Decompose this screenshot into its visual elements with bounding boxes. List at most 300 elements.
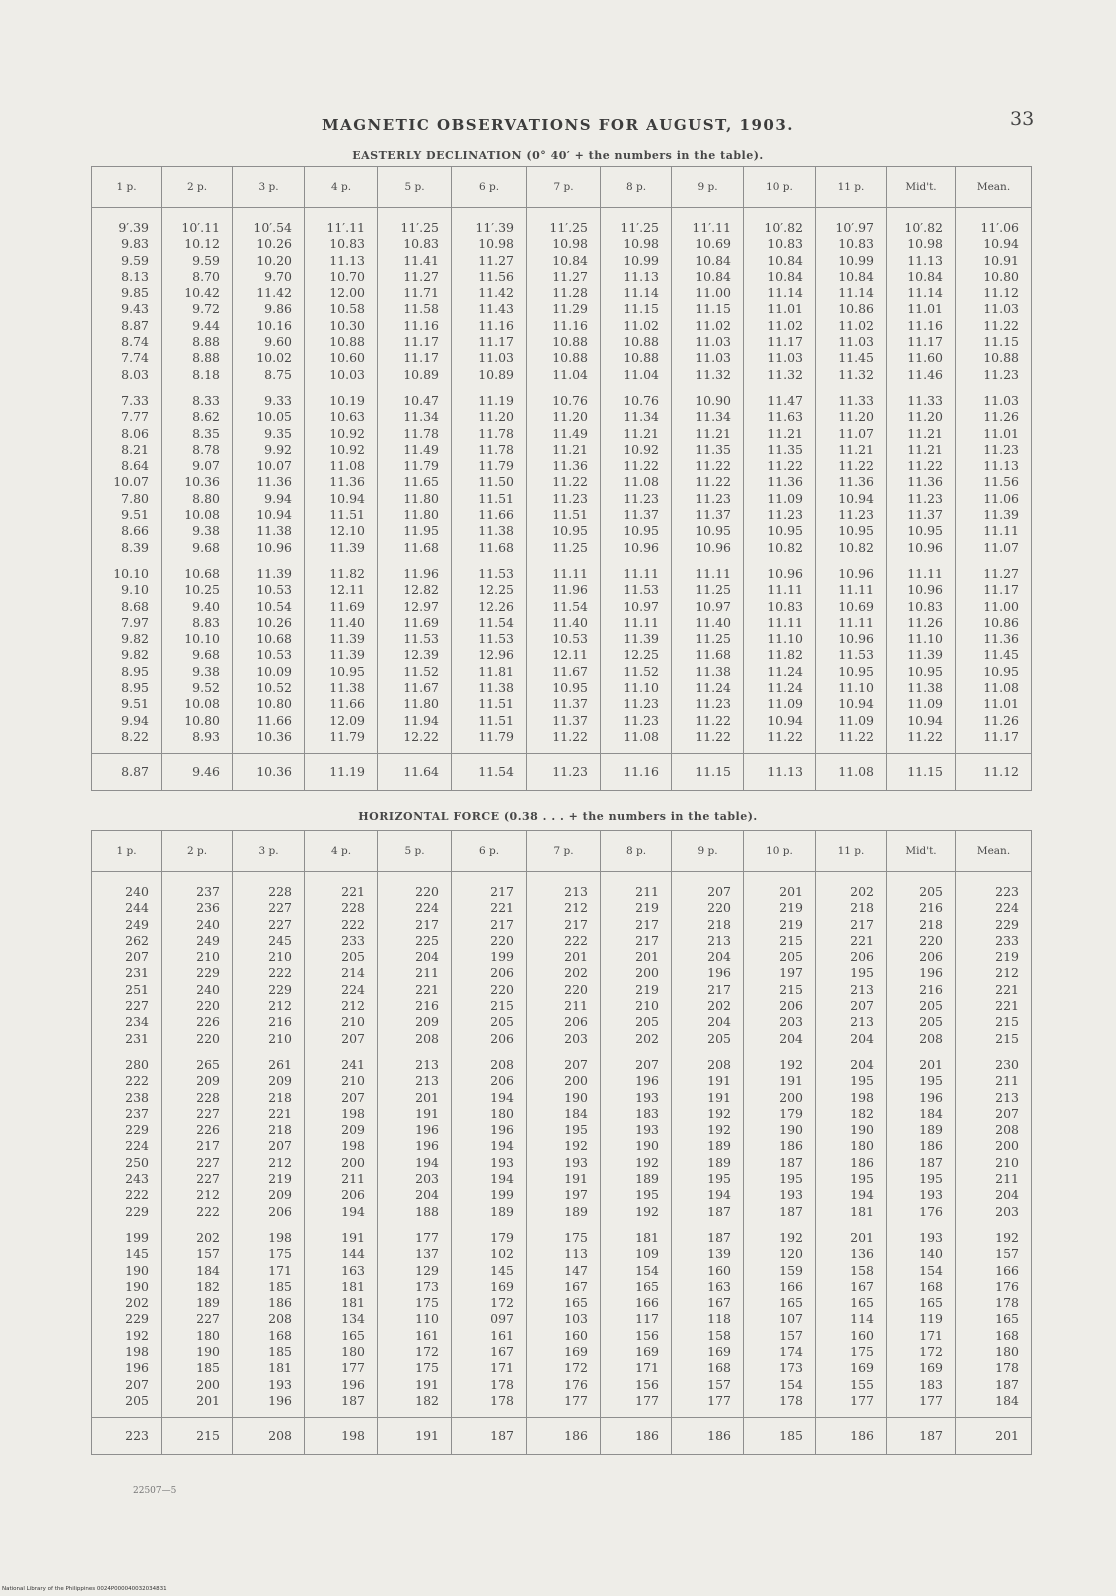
table-cell: 11.71 (403, 285, 439, 301)
table-cell: 196 (635, 1073, 659, 1089)
table-cell: 10.26 (256, 614, 292, 630)
table-cell: 8.80 (192, 490, 220, 506)
table-cell: 167 (850, 1278, 874, 1294)
table-cell: 217 (490, 916, 514, 932)
table-cell: 10′.82 (904, 220, 943, 235)
page-number: 33 (1010, 108, 1035, 130)
table-cell: 172 (564, 1360, 588, 1376)
table-cell: 166 (635, 1295, 659, 1311)
value-column (744, 872, 816, 1418)
column-header: 2 p. (162, 167, 233, 208)
table-cell: 10.07 (113, 474, 149, 490)
table-cell: 200 (564, 1073, 588, 1089)
table-cell: 11.38 (478, 680, 514, 696)
table-cell: 11.22 (767, 458, 803, 474)
table-cell: 12.96 (478, 647, 514, 663)
table-cell: 120 (779, 1246, 803, 1262)
table-cell: 160 (850, 1327, 874, 1343)
table-cell: 194 (415, 1154, 439, 1170)
table-cell: 9.70 (264, 268, 292, 284)
table-cell: 11.37 (695, 507, 731, 523)
column-header: 4 p. (305, 167, 378, 208)
table-cell: 222 (341, 916, 365, 932)
table-cell: 171 (635, 1360, 659, 1376)
table-cell: 210 (341, 1014, 365, 1030)
table-cell: 8.68 (121, 598, 149, 614)
table-cell: 10.82 (838, 539, 874, 555)
table-cell: 173 (415, 1278, 439, 1294)
value-column (672, 872, 744, 1418)
mean-cell: 208 (233, 1418, 305, 1455)
table-cell: 217 (635, 916, 659, 932)
table-cell: 189 (635, 1171, 659, 1187)
table-cell: 11.78 (478, 441, 514, 457)
column-header: Mid't. (887, 167, 956, 208)
table-cell: 11.47 (767, 392, 803, 408)
table-cell: 202 (850, 884, 874, 899)
table-cell: 180 (995, 1344, 1019, 1360)
table-cell: 261 (268, 1056, 292, 1072)
table-cell: 12.82 (403, 582, 439, 598)
table-cell: 9.51 (121, 696, 149, 712)
table-cell: 11.11 (552, 565, 588, 581)
table-cell: 10′.54 (253, 220, 292, 235)
table-cell: 11.15 (623, 301, 659, 317)
mean-cell: 187 (452, 1418, 527, 1455)
table-cell: 208 (995, 1122, 1019, 1138)
table-cell: 163 (707, 1278, 731, 1294)
table-cell: 190 (125, 1262, 149, 1278)
table-cell: 10.83 (767, 236, 803, 252)
table-cell: 184 (919, 1105, 943, 1121)
table-cell: 10.69 (838, 598, 874, 614)
table-cell: 11.19 (478, 392, 514, 408)
value-column (378, 872, 452, 1418)
table-cell: 11.49 (403, 441, 439, 457)
table-cell: 208 (415, 1030, 439, 1046)
table-cell: 187 (779, 1154, 803, 1170)
table-cell: 11.23 (695, 696, 731, 712)
table-cell: 10.08 (184, 507, 220, 523)
table-cell: 12.22 (403, 728, 439, 744)
table-cell: 194 (707, 1187, 731, 1203)
table-cell: 9.68 (192, 539, 220, 555)
table-cell: 11.51 (478, 696, 514, 712)
table-cell: 175 (415, 1360, 439, 1376)
column-header: Mean. (956, 167, 1032, 208)
table-cell: 219 (635, 981, 659, 997)
table-cell: 167 (490, 1344, 514, 1360)
table-cell: 229 (995, 916, 1019, 932)
value-column (887, 208, 956, 754)
value-column (92, 872, 162, 1418)
table-cell: 11.51 (478, 490, 514, 506)
table-cell: 139 (707, 1246, 731, 1262)
table-cell: 11′.25 (620, 220, 659, 235)
column-header: 10 p. (744, 831, 816, 872)
table-cell: 7.77 (121, 409, 149, 425)
table-cell: 11.39 (623, 631, 659, 647)
table-cell: 199 (125, 1229, 149, 1245)
table-cell: 202 (707, 998, 731, 1014)
table-cell: 11.23 (623, 696, 659, 712)
table-cell: 11.08 (623, 728, 659, 744)
table-cell: 154 (779, 1376, 803, 1392)
table-cell: 11.25 (695, 631, 731, 647)
table-cell: 227 (268, 916, 292, 932)
table-cell: 9.82 (121, 647, 149, 663)
table-cell: 11.10 (838, 680, 874, 696)
table-cell: 11′.06 (980, 220, 1019, 235)
table-cell: 215 (995, 1030, 1019, 1046)
table-cell: 10.92 (623, 441, 659, 457)
declination-table (91, 166, 1032, 791)
mean-cell: 11.16 (601, 754, 672, 791)
table-cell: 187 (707, 1229, 731, 1245)
table-cell: 183 (919, 1376, 943, 1392)
table-cell: 11.26 (983, 712, 1019, 728)
table-cell: 11.24 (767, 663, 803, 679)
table-cell: 11.03 (478, 350, 514, 366)
table-cell: 237 (196, 884, 220, 899)
table-cell: 218 (919, 916, 943, 932)
table-cell: 154 (635, 1262, 659, 1278)
table-cell: 190 (564, 1089, 588, 1105)
table-cell: 194 (850, 1187, 874, 1203)
table-cell: 11.67 (403, 680, 439, 696)
table-cell: 206 (341, 1187, 365, 1203)
table-cell: 220 (919, 932, 943, 948)
table-cell: 210 (196, 949, 220, 965)
mean-cell: 11.64 (378, 754, 452, 791)
table-cell: 11.40 (329, 614, 365, 630)
table-cell: 11.37 (907, 507, 943, 523)
table-cell: 195 (564, 1122, 588, 1138)
table-cell: 216 (415, 998, 439, 1014)
table-cell: 11.04 (623, 366, 659, 382)
table-cell: 11.16 (907, 317, 943, 333)
declination-values (92, 208, 1032, 754)
table-cell: 204 (707, 949, 731, 965)
table-cell: 11.02 (695, 317, 731, 333)
table-cell: 12.11 (329, 582, 365, 598)
horizontal-caption: HORIZONTAL FORCE (0.38 . . . + the numbers in the table). (358, 810, 758, 823)
table-cell: 10.53 (552, 631, 588, 647)
table-cell: 11.51 (329, 507, 365, 523)
table-cell: 233 (995, 932, 1019, 948)
table-cell: 265 (196, 1056, 220, 1072)
table-cell: 12.39 (403, 647, 439, 663)
table-cell: 189 (196, 1295, 220, 1311)
table-cell: 11.25 (552, 539, 588, 555)
table-cell: 186 (268, 1295, 292, 1311)
table-cell: 11.80 (403, 696, 439, 712)
table-cell: 10.95 (329, 663, 365, 679)
table-cell: 181 (268, 1360, 292, 1376)
table-cell: 209 (415, 1014, 439, 1030)
table-cell: 204 (707, 1014, 731, 1030)
table-cell: 211 (995, 1073, 1019, 1089)
table-cell: 158 (707, 1327, 731, 1343)
table-cell: 186 (919, 1138, 943, 1154)
table-cell: 250 (125, 1154, 149, 1170)
table-cell: 11.51 (552, 507, 588, 523)
table-cell: 11.37 (552, 696, 588, 712)
table-cell: 11.21 (907, 441, 943, 457)
table-cell: 11.20 (838, 409, 874, 425)
table-cell: 11.45 (838, 350, 874, 366)
table-cell: 11.68 (478, 539, 514, 555)
table-cell: 11.29 (552, 301, 588, 317)
table-cell: 181 (850, 1203, 874, 1219)
table-cell: 224 (995, 900, 1019, 916)
table-cell: 11′.11 (692, 220, 731, 235)
table-cell: 173 (779, 1360, 803, 1376)
table-cell: 175 (850, 1344, 874, 1360)
table-cell: 216 (268, 1014, 292, 1030)
table-cell: 10.94 (838, 490, 874, 506)
table-cell: 229 (125, 1203, 149, 1219)
table-cell: 11.01 (983, 425, 1019, 441)
table-cell: 184 (995, 1392, 1019, 1408)
table-cell: 191 (415, 1376, 439, 1392)
table-cell: 183 (635, 1105, 659, 1121)
table-cell: 220 (415, 884, 439, 899)
table-cell: 237 (125, 1105, 149, 1121)
table-cell: 178 (995, 1360, 1019, 1376)
table-cell: 216 (919, 900, 943, 916)
table-cell: 110 (415, 1311, 439, 1327)
table-cell: 220 (490, 932, 514, 948)
table-cell: 193 (635, 1122, 659, 1138)
horizontal-force-table (91, 830, 1032, 1455)
table-cell: 206 (779, 998, 803, 1014)
table-cell: 219 (779, 900, 803, 916)
table-cell: 208 (268, 1311, 292, 1327)
table-cell: 10′.11 (181, 220, 220, 235)
table-cell: 201 (635, 949, 659, 965)
table-cell: 11.52 (403, 663, 439, 679)
table-cell: 212 (341, 998, 365, 1014)
table-cell: 140 (919, 1246, 943, 1262)
table-cell: 10.95 (907, 663, 943, 679)
table-cell: 223 (995, 884, 1019, 899)
table-cell: 176 (564, 1376, 588, 1392)
table-cell: 207 (564, 1056, 588, 1072)
table-cell: 175 (268, 1246, 292, 1262)
table-cell: 9.59 (121, 252, 149, 268)
table-cell: 191 (707, 1089, 731, 1105)
table-cell: 11.23 (695, 490, 731, 506)
table-cell: 177 (635, 1392, 659, 1408)
table-cell: 11.17 (478, 334, 514, 350)
table-cell: 11′.25 (400, 220, 439, 235)
table-cell: 185 (196, 1360, 220, 1376)
table-cell: 178 (995, 1295, 1019, 1311)
table-cell: 157 (779, 1327, 803, 1343)
table-cell: 155 (850, 1376, 874, 1392)
table-cell: 9.94 (264, 490, 292, 506)
table-cell: 160 (564, 1327, 588, 1343)
table-cell: 145 (490, 1262, 514, 1278)
mean-cell: 201 (956, 1418, 1032, 1455)
table-cell: 10.36 (184, 474, 220, 490)
table-cell: 11.10 (767, 631, 803, 647)
table-cell: 192 (635, 1203, 659, 1219)
table-cell: 193 (919, 1187, 943, 1203)
table-cell: 9.59 (192, 252, 220, 268)
table-cell: 187 (341, 1392, 365, 1408)
table-cell: 10.76 (623, 392, 659, 408)
table-cell: 204 (850, 1030, 874, 1046)
table-cell: 11.56 (478, 268, 514, 284)
table-cell: 11.58 (403, 301, 439, 317)
table-cell: 11.78 (403, 425, 439, 441)
horizontal-mean-row (92, 1418, 1032, 1455)
table-cell: 11.40 (552, 614, 588, 630)
table-cell: 214 (341, 965, 365, 981)
table-cell: 8.88 (192, 350, 220, 366)
table-cell: 221 (268, 1105, 292, 1121)
table-cell: 201 (564, 949, 588, 965)
table-cell: 189 (707, 1138, 731, 1154)
table-cell: 10.96 (838, 631, 874, 647)
table-cell: 194 (490, 1138, 514, 1154)
table-cell: 167 (707, 1295, 731, 1311)
table-cell: 11.16 (478, 317, 514, 333)
table-cell: 10.84 (695, 268, 731, 284)
table-cell: 10.95 (767, 523, 803, 539)
table-cell: 10.84 (838, 268, 874, 284)
table-cell: 11.25 (695, 582, 731, 598)
table-cell: 11.82 (767, 647, 803, 663)
table-cell: 220 (707, 900, 731, 916)
table-cell: 109 (635, 1246, 659, 1262)
table-cell: 11.38 (907, 680, 943, 696)
table-cell: 217 (490, 884, 514, 899)
value-column (452, 208, 527, 754)
table-cell: 11.26 (907, 614, 943, 630)
table-cell: 191 (779, 1073, 803, 1089)
table-cell: 187 (707, 1203, 731, 1219)
table-cell: 11.39 (329, 539, 365, 555)
table-cell: 233 (341, 932, 365, 948)
table-cell: 249 (196, 932, 220, 948)
table-cell: 169 (635, 1344, 659, 1360)
value-column (162, 208, 233, 754)
table-cell: 11.82 (329, 565, 365, 581)
table-cell: 10.96 (838, 565, 874, 581)
table-cell: 10.68 (256, 631, 292, 647)
table-cell: 205 (779, 949, 803, 965)
table-cell: 11.39 (256, 565, 292, 581)
table-cell: 165 (635, 1278, 659, 1294)
table-cell: 9.38 (192, 663, 220, 679)
table-cell: 198 (125, 1344, 149, 1360)
table-cell: 196 (919, 965, 943, 981)
table-cell: 197 (779, 965, 803, 981)
table-cell: 192 (779, 1229, 803, 1245)
table-cell: 10.94 (256, 507, 292, 523)
table-cell: 11.20 (552, 409, 588, 425)
table-cell: 11.15 (983, 334, 1019, 350)
table-cell: 11.03 (983, 392, 1019, 408)
table-cell: 230 (995, 1056, 1019, 1072)
mean-cell: 223 (92, 1418, 162, 1455)
table-cell: 10.53 (256, 647, 292, 663)
table-cell: 169 (490, 1278, 514, 1294)
table-cell: 11.45 (983, 647, 1019, 663)
table-cell: 196 (415, 1122, 439, 1138)
table-cell: 11.11 (838, 582, 874, 598)
table-cell: 10.96 (623, 539, 659, 555)
table-cell: 10.98 (907, 236, 943, 252)
table-cell: 189 (564, 1203, 588, 1219)
table-cell: 203 (779, 1014, 803, 1030)
mean-cell: 9.46 (162, 754, 233, 791)
table-cell: 157 (995, 1246, 1019, 1262)
table-cell: 10.94 (838, 696, 874, 712)
table-cell: 192 (995, 1229, 1019, 1245)
table-cell: 211 (995, 1171, 1019, 1187)
table-cell: 10.97 (623, 598, 659, 614)
table-cell: 11.09 (767, 696, 803, 712)
table-cell: 11.78 (478, 425, 514, 441)
table-cell: 11.27 (983, 565, 1019, 581)
table-cell: 227 (125, 998, 149, 1014)
table-cell: 189 (490, 1203, 514, 1219)
table-cell: 11.07 (983, 539, 1019, 555)
table-cell: 241 (341, 1056, 365, 1072)
table-cell: 8.78 (192, 441, 220, 457)
table-cell: 9.85 (121, 285, 149, 301)
table-cell: 9.72 (192, 301, 220, 317)
table-cell: 10.88 (552, 350, 588, 366)
table-cell: 10.89 (403, 366, 439, 382)
table-cell: 10.95 (983, 663, 1019, 679)
table-cell: 11.69 (329, 598, 365, 614)
table-cell: 10.70 (329, 268, 365, 284)
table-cell: 207 (268, 1138, 292, 1154)
table-cell: 212 (268, 998, 292, 1014)
table-cell: 178 (779, 1392, 803, 1408)
table-cell: 195 (635, 1187, 659, 1203)
table-cell: 215 (779, 932, 803, 948)
table-cell: 207 (707, 884, 731, 899)
table-cell: 8.66 (121, 523, 149, 539)
table-cell: 196 (125, 1360, 149, 1376)
table-cell: 8.88 (192, 334, 220, 350)
table-cell: 218 (268, 1089, 292, 1105)
table-cell: 11.94 (403, 712, 439, 728)
table-cell: 200 (341, 1154, 365, 1170)
table-cell: 10.26 (256, 236, 292, 252)
table-cell: 180 (196, 1327, 220, 1343)
table-cell: 234 (125, 1014, 149, 1030)
value-column (233, 872, 305, 1418)
table-cell: 11.23 (983, 366, 1019, 382)
column-header: 11 p. (816, 831, 887, 872)
table-cell: 8.93 (192, 728, 220, 744)
table-cell: 188 (415, 1203, 439, 1219)
table-cell: 156 (635, 1376, 659, 1392)
value-column (744, 208, 816, 754)
value-column (887, 872, 956, 1418)
table-cell: 211 (415, 965, 439, 981)
table-cell: 12.25 (478, 582, 514, 598)
mean-cell: 10.36 (233, 754, 305, 791)
table-cell: 180 (341, 1344, 365, 1360)
